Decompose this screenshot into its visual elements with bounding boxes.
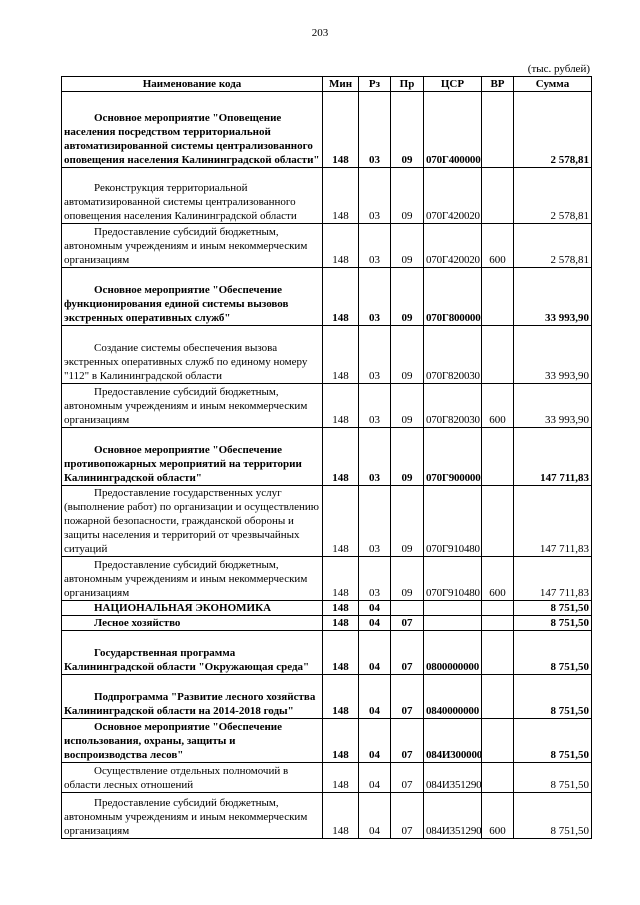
- row-name: Основное мероприятие "Обеспечение использования, охраны, защиты и воспроизводства лесов": [62, 719, 323, 763]
- row-min: 148: [323, 793, 359, 839]
- row-min: 148: [323, 631, 359, 675]
- header-name: Наименование кода: [62, 77, 323, 92]
- row-min: 148: [323, 486, 359, 557]
- row-csr: 070Г910480: [424, 486, 482, 557]
- row-vr: [482, 268, 514, 326]
- row-name: Подпрограмма "Развитие лесного хозяйства Калининградской области на 2014-2018 годы": [62, 675, 323, 719]
- row-csr: 070Г900000: [424, 428, 482, 486]
- row-csr: [424, 616, 482, 631]
- row-sum: 8 751,50: [514, 793, 592, 839]
- row-rz: 03: [359, 428, 391, 486]
- row-min: 148: [323, 675, 359, 719]
- row-pr: 09: [391, 384, 424, 428]
- row-sum: 2 578,81: [514, 168, 592, 224]
- row-csr: 084И351290: [424, 763, 482, 793]
- budget-table: [61, 76, 592, 839]
- row-rz: 04: [359, 616, 391, 631]
- header-min: Мин: [323, 77, 359, 92]
- row-rz: 03: [359, 92, 391, 168]
- header-sum: Сумма: [514, 77, 592, 92]
- row-pr: 07: [391, 719, 424, 763]
- row-min: 148: [323, 763, 359, 793]
- row-sum: 147 711,83: [514, 486, 592, 557]
- table-row: [62, 224, 592, 268]
- row-vr: 600: [482, 224, 514, 268]
- row-vr: [482, 616, 514, 631]
- row-min: 148: [323, 92, 359, 168]
- row-sum: 33 993,90: [514, 268, 592, 326]
- row-sum: 33 993,90: [514, 326, 592, 384]
- row-vr: [482, 601, 514, 616]
- row-vr: [482, 486, 514, 557]
- row-rz: 03: [359, 268, 391, 326]
- table-row: [62, 384, 592, 428]
- table-header-row: [62, 77, 592, 92]
- row-sum: 8 751,50: [514, 763, 592, 793]
- row-min: 148: [323, 268, 359, 326]
- table-row: [62, 719, 592, 763]
- row-name: Предоставление субсидий бюджетным, автономным учреждениям и иным некоммерческим организациям: [62, 557, 323, 601]
- row-name: Государственная программа Калининградской области "Окружающая среда": [62, 631, 323, 675]
- row-pr: 07: [391, 793, 424, 839]
- row-vr: [482, 719, 514, 763]
- table-row: [62, 616, 592, 631]
- table-row: [62, 763, 592, 793]
- row-name: Реконструкция территориальной автоматизированной системы централизованного оповещения населения Калининградской области: [62, 168, 323, 224]
- header-pr: Пр: [391, 77, 424, 92]
- row-pr: 09: [391, 268, 424, 326]
- row-name: Лесное хозяйство: [62, 616, 323, 631]
- units-label: (тыс. рублей): [527, 63, 590, 75]
- row-min: 148: [323, 601, 359, 616]
- row-sum: 33 993,90: [514, 384, 592, 428]
- row-pr: 09: [391, 168, 424, 224]
- table-row: [62, 326, 592, 384]
- row-min: 148: [323, 719, 359, 763]
- row-sum: 8 751,50: [514, 631, 592, 675]
- table-row: [62, 268, 592, 326]
- row-csr: 084И351290: [424, 793, 482, 839]
- row-min: 148: [323, 384, 359, 428]
- row-csr: [424, 601, 482, 616]
- row-rz: 04: [359, 601, 391, 616]
- row-sum: 8 751,50: [514, 675, 592, 719]
- row-sum: 2 578,81: [514, 92, 592, 168]
- row-vr: [482, 428, 514, 486]
- row-sum: 8 751,50: [514, 601, 592, 616]
- row-name: Основное мероприятие "Обеспечение противопожарных мероприятий на территории Калининградской области": [62, 428, 323, 486]
- row-min: 148: [323, 428, 359, 486]
- row-rz: 03: [359, 326, 391, 384]
- header-rz: Рз: [359, 77, 391, 92]
- table-row: [62, 168, 592, 224]
- row-sum: 2 578,81: [514, 224, 592, 268]
- row-name: Осуществление отдельных полномочий в области лесных отношений: [62, 763, 323, 793]
- row-pr: 07: [391, 675, 424, 719]
- table-row: [62, 557, 592, 601]
- row-rz: 04: [359, 793, 391, 839]
- row-min: 148: [323, 557, 359, 601]
- row-min: 148: [323, 326, 359, 384]
- row-csr: 084И300000: [424, 719, 482, 763]
- row-name: Создание системы обеспечения вызова экстренных оперативных служб по единому номеру "112" в Калининградской области: [62, 326, 323, 384]
- row-pr: 09: [391, 92, 424, 168]
- row-name: Предоставление государственных услуг (выполнение работ) по организации и осуществлению пожарной безопасности, гражданской обороны и защиты населения и территорий от чрезвычайных ситуаций: [62, 486, 323, 557]
- row-csr: 070Г820030: [424, 326, 482, 384]
- row-csr: 070Г800000: [424, 268, 482, 326]
- row-name: Основное мероприятие "Оповещение населения посредством территориальной автоматизированной системы централизованного оповещения населения Калининградской области": [62, 92, 323, 168]
- row-rz: 03: [359, 168, 391, 224]
- row-sum: 147 711,83: [514, 557, 592, 601]
- row-pr: 09: [391, 326, 424, 384]
- row-name: Основное мероприятие "Обеспечение функционирования единой системы вызовов экстренных оперативных служб": [62, 268, 323, 326]
- row-rz: 04: [359, 631, 391, 675]
- row-csr: 070Г400000: [424, 92, 482, 168]
- row-csr: 0840000000: [424, 675, 482, 719]
- table-row: [62, 793, 592, 839]
- table-row: [62, 486, 592, 557]
- row-csr: 070Г820030: [424, 384, 482, 428]
- row-pr: 09: [391, 557, 424, 601]
- row-name: НАЦИОНАЛЬНАЯ ЭКОНОМИКА: [62, 601, 323, 616]
- row-pr: 07: [391, 616, 424, 631]
- row-csr: 0800000000: [424, 631, 482, 675]
- row-name: Предоставление субсидий бюджетным, автономным учреждениям и иным некоммерческим организациям: [62, 384, 323, 428]
- row-pr: 09: [391, 224, 424, 268]
- table-row: [62, 675, 592, 719]
- row-rz: 03: [359, 486, 391, 557]
- row-sum: 147 711,83: [514, 428, 592, 486]
- row-pr: 09: [391, 486, 424, 557]
- row-sum: 8 751,50: [514, 719, 592, 763]
- row-pr: [391, 601, 424, 616]
- row-vr: [482, 675, 514, 719]
- page-number: 203: [311, 27, 329, 39]
- row-vr: 600: [482, 557, 514, 601]
- row-rz: 03: [359, 224, 391, 268]
- row-min: 148: [323, 168, 359, 224]
- header-vr: ВР: [482, 77, 514, 92]
- table-row: [62, 92, 592, 168]
- row-name: Предоставление субсидий бюджетным, автономным учреждениям и иным некоммерческим организациям: [62, 793, 323, 839]
- row-vr: [482, 631, 514, 675]
- row-rz: 04: [359, 763, 391, 793]
- row-pr: 09: [391, 428, 424, 486]
- row-sum: 8 751,50: [514, 616, 592, 631]
- row-vr: [482, 326, 514, 384]
- row-pr: 07: [391, 631, 424, 675]
- row-csr: 070Г420020: [424, 224, 482, 268]
- row-vr: 600: [482, 384, 514, 428]
- row-vr: [482, 92, 514, 168]
- row-vr: 600: [482, 793, 514, 839]
- row-rz: 04: [359, 719, 391, 763]
- row-vr: [482, 763, 514, 793]
- row-csr: 070Г420020: [424, 168, 482, 224]
- header-csr: ЦСР: [424, 77, 482, 92]
- row-pr: 07: [391, 763, 424, 793]
- row-min: 148: [323, 616, 359, 631]
- row-vr: [482, 168, 514, 224]
- row-csr: 070Г910480: [424, 557, 482, 601]
- row-rz: 03: [359, 384, 391, 428]
- row-rz: 03: [359, 557, 391, 601]
- table-row: [62, 601, 592, 616]
- row-rz: 04: [359, 675, 391, 719]
- row-min: 148: [323, 224, 359, 268]
- table-row: [62, 631, 592, 675]
- table-row: [62, 428, 592, 486]
- row-name: Предоставление субсидий бюджетным, автономным учреждениям и иным некоммерческим организациям: [62, 224, 323, 268]
